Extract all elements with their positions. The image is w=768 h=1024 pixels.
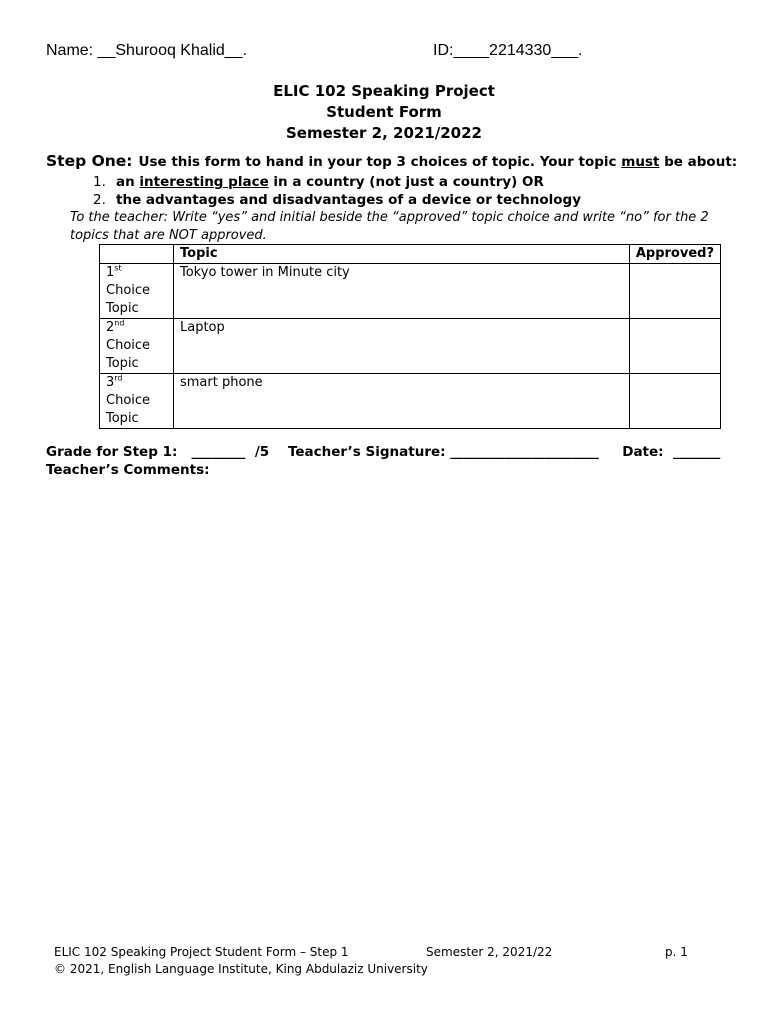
list-number: 1. (93, 174, 106, 190)
topic-word: Topic (106, 356, 139, 371)
step-one-label: Step One: (46, 152, 133, 170)
choice-ordinal-suffix: rd (114, 373, 123, 383)
choice-word: Choice (106, 283, 151, 298)
choice-ordinal-suffix: st (114, 263, 122, 273)
footer-semester: Semester 2, 2021/22 (426, 945, 553, 959)
project-title: ELIC 102 Speaking Project (273, 82, 495, 100)
footer-page-number: p. 1 (665, 945, 688, 959)
grade-signature-date-line: Grade for Step 1: ________ /5 Teacher’s Signature: ______________________ Date: _______ (46, 444, 721, 460)
topic-cell[interactable]: Laptop (174, 319, 630, 374)
step-one-must: must (621, 154, 660, 170)
choice-ordinal: 1 (106, 265, 115, 280)
table-row (100, 264, 721, 319)
footer-copyright: © 2021, English Language Institute, King Abdulaziz University (54, 962, 428, 976)
list-item (93, 191, 581, 209)
choice-ordinal-suffix: nd (114, 318, 125, 328)
topic-requirements-list (93, 173, 581, 209)
list-underlined: interesting place (139, 174, 269, 190)
topic-cell[interactable]: Tokyo tower in Minute city (174, 264, 630, 319)
choice-label-cell (100, 374, 174, 429)
approved-cell[interactable] (629, 264, 720, 319)
form-title-block (0, 81, 768, 144)
form-subtitle: Student Form (326, 103, 442, 121)
list-text: the advantages and disadvantages of a device or technology (116, 192, 582, 208)
step-one-text-after: be about: (659, 154, 738, 170)
list-number: 2. (93, 192, 106, 208)
table-row (100, 374, 721, 429)
choice-ordinal: 2 (106, 320, 115, 335)
topic-choices-table (99, 244, 721, 429)
choice-ordinal: 3 (106, 375, 115, 390)
choice-label-cell (100, 319, 174, 374)
grade-section (46, 443, 720, 479)
list-suffix: in a country (not just a country) OR (268, 174, 544, 190)
table-row (100, 319, 721, 374)
step-one-heading (46, 152, 737, 170)
header-cell-approved: Approved? (629, 245, 720, 264)
footer-form-name: ELIC 102 Speaking Project Student Form – Step 1 (54, 945, 349, 959)
student-id-line: ID:____2214330___. (433, 42, 583, 59)
header-cell-topic: Topic (174, 245, 630, 264)
list-item (93, 173, 581, 191)
choice-label-cell (100, 264, 174, 319)
teacher-instruction: To the teacher: Write “yes” and initial beside the “approved” topic choice and write “no” for the 2 topics that are NOT approved. (70, 210, 709, 243)
student-name-line: Name: __Shurooq Khalid__. (46, 42, 248, 59)
teacher-comments-label: Teacher’s Comments: (46, 462, 210, 478)
choice-word: Choice (106, 338, 151, 353)
step-one-text-before: Use this form to hand in your top 3 choices of topic. Your topic (138, 154, 622, 170)
approved-cell[interactable] (629, 319, 720, 374)
header-cell-label (100, 245, 174, 264)
approved-cell[interactable] (629, 374, 720, 429)
topic-word: Topic (106, 301, 139, 316)
topic-word: Topic (106, 411, 139, 426)
table-header-row (100, 245, 721, 264)
list-prefix: an (116, 174, 140, 190)
topic-cell[interactable]: smart phone (174, 374, 630, 429)
choice-word: Choice (106, 393, 151, 408)
semester-title: Semester 2, 2021/2022 (285, 124, 482, 142)
